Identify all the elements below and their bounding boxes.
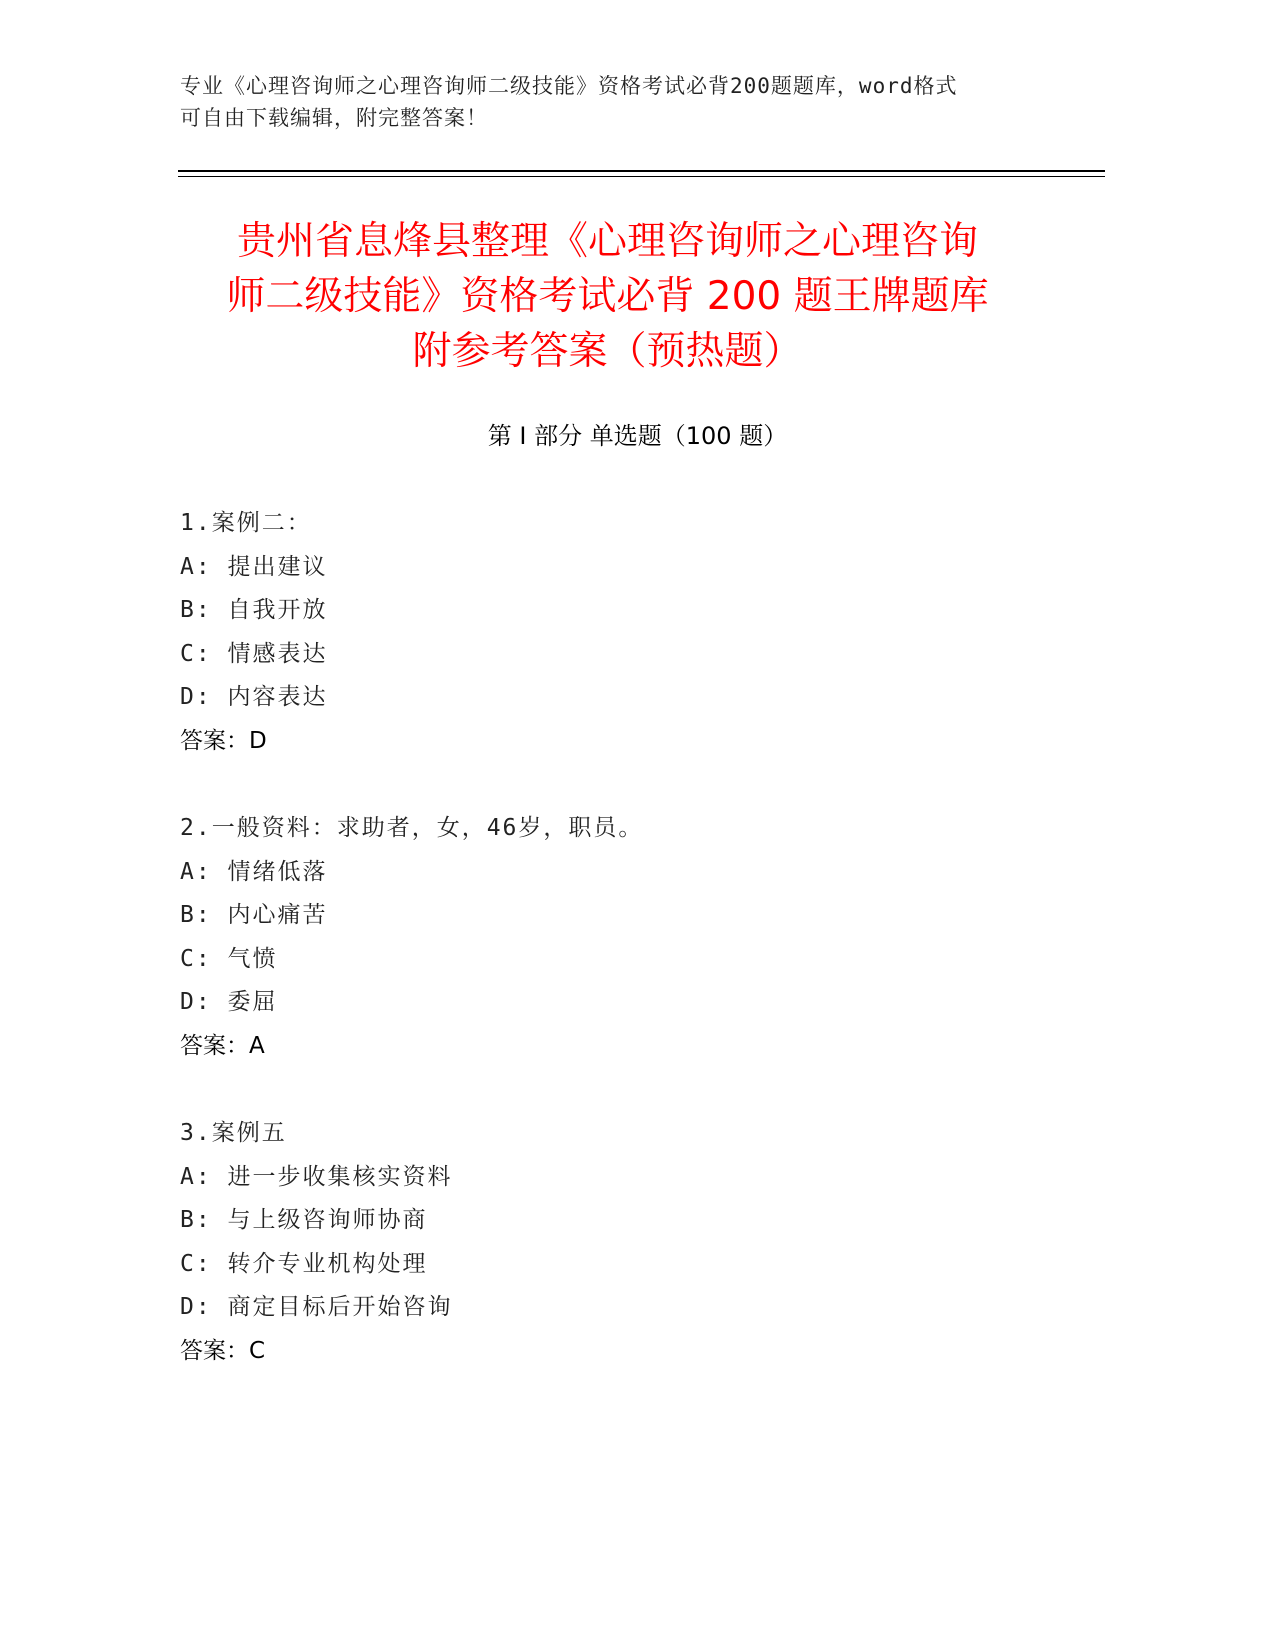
question-item bbox=[180, 807, 1080, 1068]
option-b: B: 自我开放 bbox=[180, 597, 328, 623]
header-note-line-2: 可自由下载编辑，附完整答案！ bbox=[180, 106, 488, 130]
option-a: A: 进一步收集核实资料 bbox=[180, 1163, 453, 1190]
document-title bbox=[150, 214, 1065, 379]
question-stem: 3.案例五 bbox=[180, 1120, 287, 1146]
option-d: D: 委屈 bbox=[180, 989, 278, 1015]
document-title-line-3: 附参考答案（预热题） bbox=[412, 329, 803, 374]
document-title-line-2: 师二级技能》资格考试必背 200 题王牌题库 bbox=[226, 274, 989, 319]
option-a: A: 情绪低落 bbox=[180, 858, 328, 885]
option-a: A: 提出建议 bbox=[180, 553, 328, 580]
option-b: B: 与上级咨询师协商 bbox=[180, 1207, 428, 1233]
option-d: D: 商定目标后开始咨询 bbox=[180, 1294, 453, 1320]
option-c: C: 情感表达 bbox=[180, 640, 328, 667]
header-divider-thin bbox=[178, 176, 1105, 177]
option-c: C: 转介专业机构处理 bbox=[180, 1250, 428, 1277]
document-header-note bbox=[180, 70, 1040, 134]
answer-text: 答案：C bbox=[180, 1337, 266, 1364]
option-c: C: 气愤 bbox=[180, 945, 278, 972]
document-title-line-1: 贵州省息烽县整理《心理咨询师之心理咨询 bbox=[236, 219, 978, 264]
question-stem: 1.案例二： bbox=[180, 510, 312, 536]
section-heading: 第 I 部分 单选题（100 题） bbox=[487, 422, 788, 450]
question-item bbox=[180, 1112, 1080, 1373]
option-d: D: 内容表达 bbox=[180, 684, 328, 710]
answer-text: 答案：D bbox=[180, 727, 267, 754]
option-b: B: 内心痛苦 bbox=[180, 902, 328, 928]
question-item bbox=[180, 502, 1080, 763]
answer-text: 答案：A bbox=[180, 1032, 265, 1059]
question-stem: 2.一般资料：求助者，女，46岁，职员。 bbox=[180, 815, 644, 841]
question-list bbox=[180, 502, 1080, 1417]
header-divider-thick bbox=[178, 170, 1105, 172]
header-note-line-1: 专业《心理咨询师之心理咨询师二级技能》资格考试必背200题题库，word格式 bbox=[180, 74, 958, 98]
